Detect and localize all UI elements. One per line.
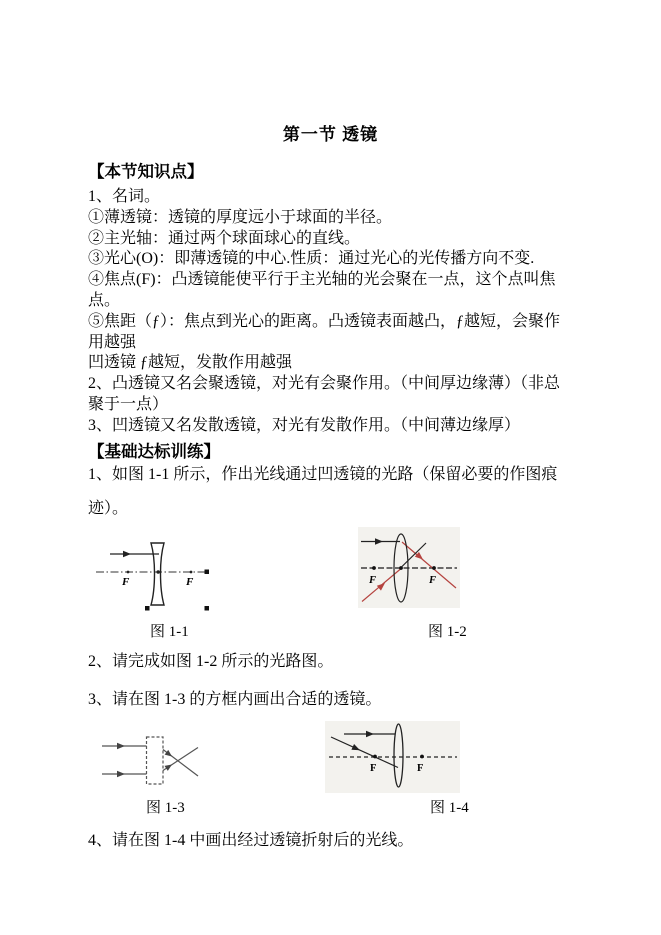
left-focus-label: F [122,576,130,588]
figure-1-3-caption: 图 1-3 [146,800,185,816]
left-focus-label: F [369,575,377,586]
question-4: 4、请在图 1-4 中画出经过透镜折射后的光线。 [88,832,414,849]
lower-incident-ray [102,771,147,777]
optical-center-dot [156,570,160,574]
right-focus-label: F [186,576,194,588]
question-1-line-1: 1、如图 1-1 所示，作出光线通过凹透镜的光路（保留必要的作图痕 [88,466,558,483]
ray-arrowhead [117,771,125,777]
right-focus-dot [432,566,436,570]
knowledge-line: 点。 [88,291,121,309]
upper-exit-ray [163,750,198,777]
knowledge-line: 凹透镜 ƒ越短，发散作用越强 [88,354,293,372]
figure-1-2-convex-lens-diagram [358,527,460,608]
knowledge-line: ②主光轴：通过两个球面球心的直线。 [88,229,361,247]
knowledge-line: 1、名词。 [88,188,161,205]
ray-arrowhead [117,743,125,749]
left-focus-dot [127,571,130,574]
knowledge-points-block [88,187,560,437]
knowledge-section-header: 【本节知识点】 [88,162,204,181]
right-focus-dot [420,755,424,759]
left-focus-dot [373,755,377,759]
figure-1-4-convex-lens-diagram [325,721,460,793]
ray-arrowhead [123,551,131,557]
question-3: 3、请在图 1-3 的方框内画出合适的透镜。 [88,691,382,708]
right-focus-label: F [429,575,437,586]
practice-section-header: 【基础达标训练】 [88,442,220,461]
ray-arrowhead [165,762,174,771]
figure-1-3-box-ray-diagram [95,728,210,794]
right-focus-label: F [417,763,424,774]
figure-1-4-caption: 图 1-4 [430,800,469,816]
concave-lens [151,543,164,605]
question-2: 2、请完成如图 1-2 所示的光路图。 [88,653,334,670]
incident-ray [110,551,159,557]
left-focus-label: F [370,763,377,774]
page-title: 第一节 透镜 [282,125,379,144]
figure-1-1-caption: 图 1-1 [150,624,189,640]
figure-1-1-concave-lens-diagram [92,528,218,616]
lens-placeholder-box [147,737,164,784]
knowledge-line: ①薄透镜：透镜的厚度远小于球面的半径。 [88,208,393,226]
knowledge-line: ③光心(O)：即薄透镜的中心.性质：通过光心的光传播方向不变. [88,250,535,268]
optical-center-dot [399,566,403,570]
knowledge-line: 3、凹透镜又名发散透镜，对光有发散作用。（中间薄边缘厚） [88,416,521,434]
left-focus-dot [372,566,376,570]
upper-incident-ray [102,743,147,749]
right-focus-dot [190,571,193,574]
question-1-line-2: 迹）。 [88,500,129,517]
knowledge-line: ⑤焦距（ƒ）：焦点到光心的距离。凸透镜表面越凸，ƒ越短，会聚作 [88,312,561,330]
knowledge-line: 2、凸透镜又名会聚透镜，对光有会聚作用。（中间厚边缘薄）（非总 [88,375,561,393]
knowledge-line: ④焦点(F)：凸透镜能使平行于主光轴的光会聚在一点，这个点叫焦 [88,271,556,289]
figure-1-2-caption: 图 1-2 [428,624,467,640]
knowledge-line: 聚于一点） [88,395,169,413]
knowledge-line: 用越强 [88,333,137,351]
